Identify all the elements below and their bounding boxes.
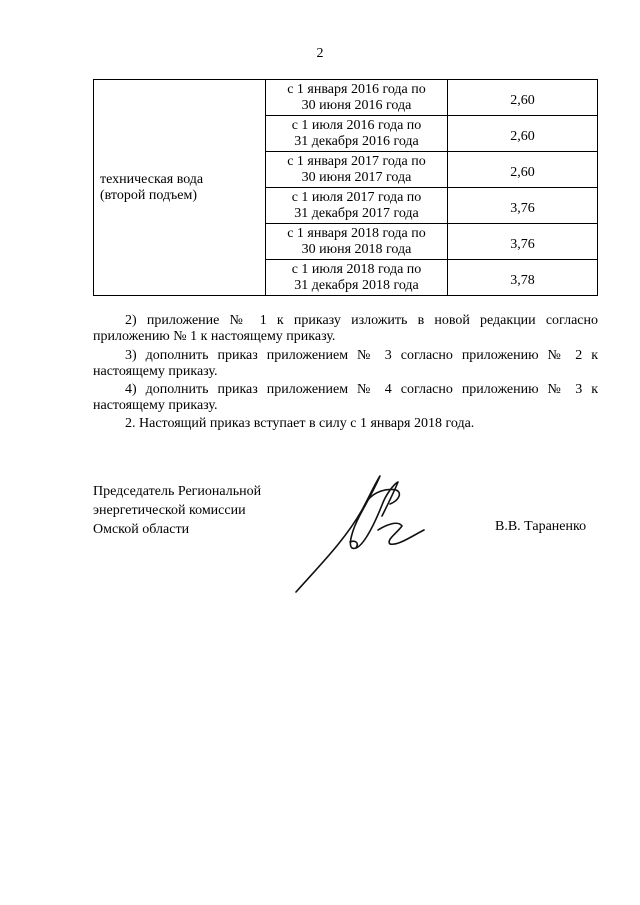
position-line: Председатель Региональной	[93, 484, 262, 499]
handwritten-signature	[290, 470, 430, 600]
value-cell	[448, 152, 598, 188]
value-cell	[448, 80, 598, 116]
period-line: с 1 июля 2018 года по	[291, 261, 422, 277]
paragraph-number: 3)	[125, 348, 137, 363]
period-line: 31 декабря 2018 года	[294, 277, 419, 293]
value-cell	[448, 116, 598, 152]
value-text: 2,60	[510, 92, 535, 108]
paragraph-item	[93, 313, 598, 345]
paragraph-item	[93, 382, 598, 414]
paragraph-item	[93, 348, 598, 380]
period-cell	[266, 116, 448, 152]
period-cell	[266, 188, 448, 224]
position-line: Омской области	[93, 522, 190, 537]
table-row	[94, 80, 598, 116]
value-cell	[448, 260, 598, 296]
value-cell	[448, 224, 598, 260]
period-cell	[266, 224, 448, 260]
value-text: 3,78	[510, 272, 535, 288]
signatory-name: В.В. Тараненко	[495, 519, 587, 534]
paragraph-text: дополнить приказ приложением № 4 согласно приложению № 3 к настоящему приказу.	[93, 382, 599, 413]
position-line: энергетической комиссии	[93, 503, 246, 518]
period-cell	[266, 260, 448, 296]
paragraph-text: Настоящий приказ вступает в силу с 1 января 2018 года.	[139, 416, 475, 431]
paragraph-number: 2)	[125, 313, 137, 328]
paragraph-number: 4)	[125, 382, 137, 397]
category-line: техническая вода	[100, 171, 204, 187]
paragraph-text: приложение № 1 к приказу изложить в новой редакции согласно приложению № 1 к настоящему приказу.	[93, 313, 598, 344]
category-line: (второй подъем)	[100, 187, 198, 203]
paragraph-number: 2.	[125, 416, 136, 431]
period-cell	[266, 80, 448, 116]
period-cell	[266, 152, 448, 188]
value-cell	[448, 188, 598, 224]
period-line: с 1 января 2016 года по	[287, 81, 426, 97]
period-line: с 1 января 2018 года по	[287, 225, 426, 241]
period-line: с 1 июля 2017 года по	[291, 189, 422, 205]
period-line: 31 декабря 2017 года	[294, 205, 419, 221]
tariff-table	[93, 79, 598, 296]
period-line: с 1 июля 2016 года по	[291, 117, 422, 133]
value-text: 3,76	[510, 236, 535, 252]
period-line: с 1 января 2017 года по	[287, 153, 426, 169]
signatory-position	[93, 482, 261, 539]
value-text: 2,60	[510, 128, 535, 144]
period-line: 30 июня 2016 года	[301, 97, 412, 113]
value-text: 3,76	[510, 200, 535, 216]
category-cell	[94, 80, 266, 296]
period-line: 30 июня 2017 года	[301, 169, 412, 185]
period-line: 31 декабря 2016 года	[294, 133, 419, 149]
paragraph-text: дополнить приказ приложением № 3 согласно приложению № 2 к настоящему приказу.	[93, 348, 599, 379]
period-line: 30 июня 2018 года	[301, 241, 412, 257]
value-text: 2,60	[510, 164, 535, 180]
paragraph-item	[93, 416, 598, 432]
page-number: 2	[316, 46, 324, 61]
